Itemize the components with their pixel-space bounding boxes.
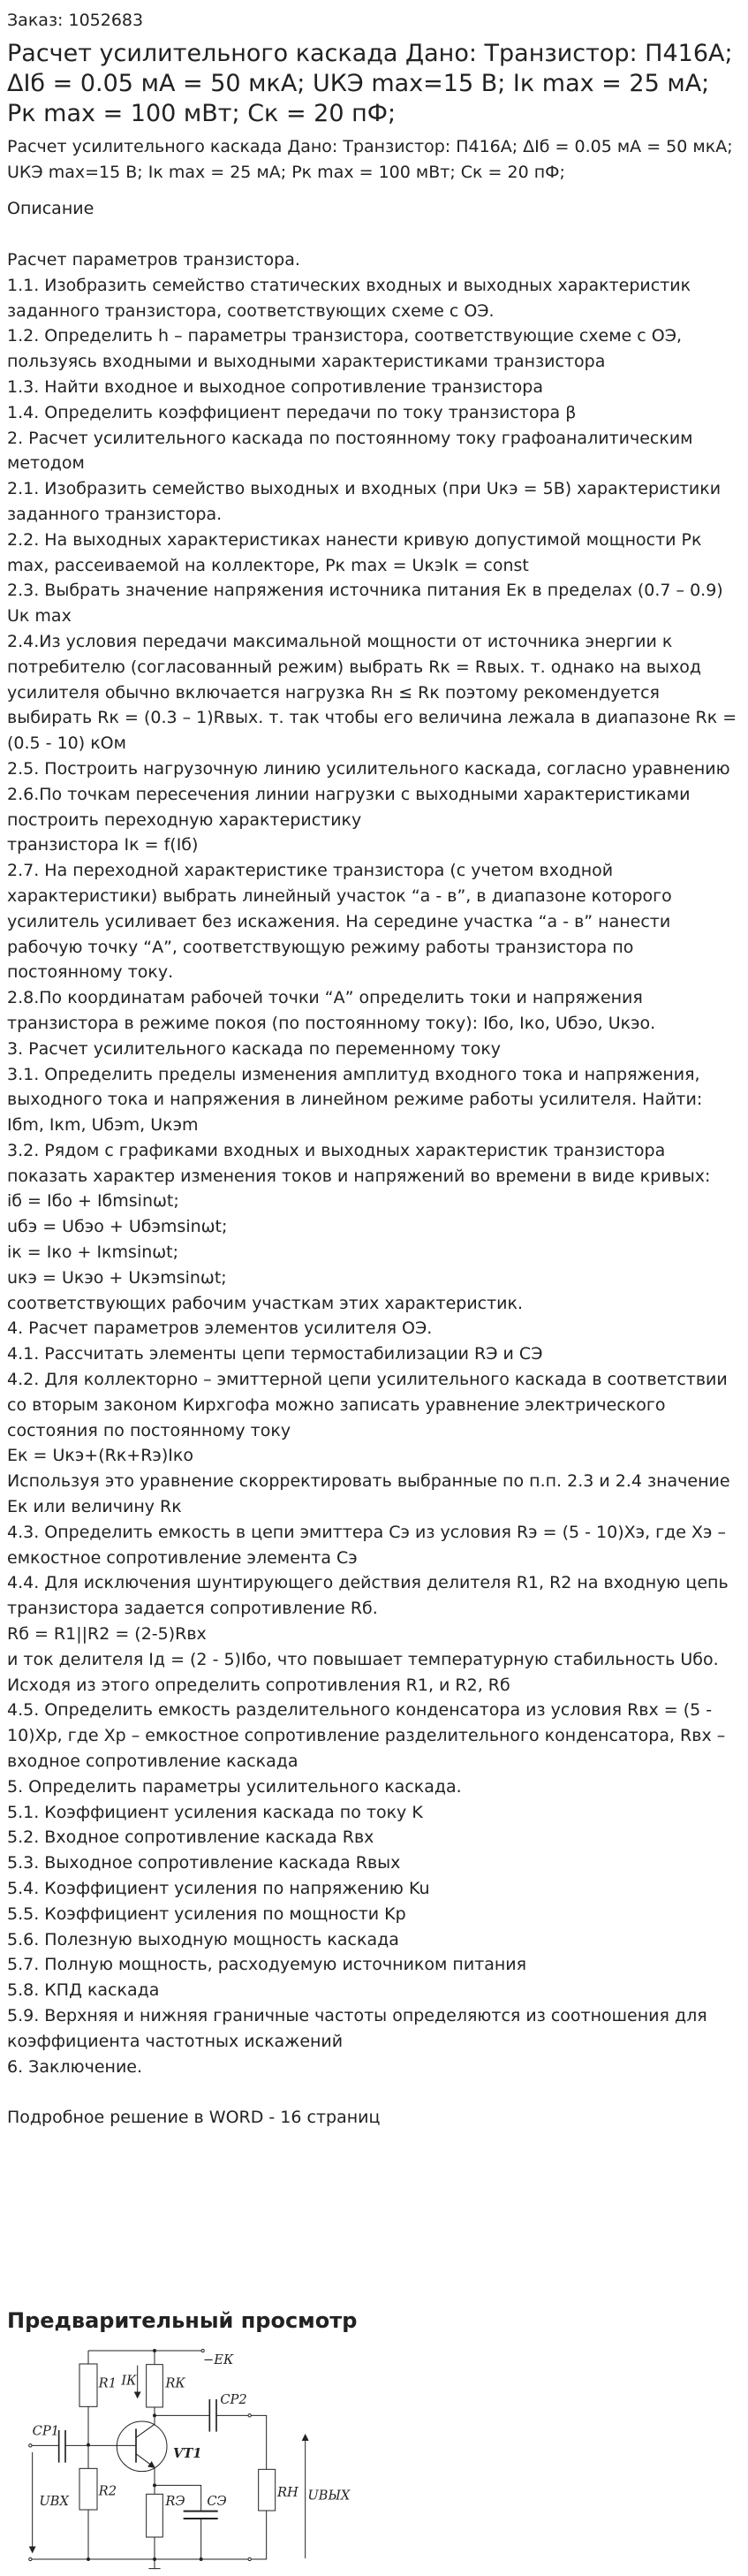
- description-line: 2.3. Выбрать значение напряжения источника питания Eк в пределах (0.7 – 0.9) Uк max: [7, 581, 723, 627]
- capacitor-ce: [184, 2511, 218, 2519]
- label-ek: −EК: [203, 2352, 234, 2367]
- label-rn: RН: [277, 2484, 298, 2500]
- circuit-diagram: [0, 2337, 371, 2576]
- label-ik: IК: [121, 2373, 137, 2389]
- description-line: 5.4. Коэффициент усиления по напряжению Ku: [7, 1879, 430, 1898]
- description-line: 2.6.По точкам пересечения линии нагрузки с выходными характеристиками построить переходную характеристику: [7, 784, 691, 830]
- page-subtitle: Расчет усилительного каскада Дано: Транзистор: П416А; ΔIб = 0.05 мА = 50 мкА; UКЭ max=15 В; Iк max = 25 мА; Pк max = 100 мВт; Cк = 20 пФ;: [7, 137, 733, 182]
- label-uvyx: UВЫХ: [307, 2488, 351, 2504]
- label-vt1: VT1: [173, 2445, 202, 2461]
- description-line: 5. Определить параметры усилительного каскада.: [7, 1776, 462, 1797]
- description-line: 1.1. Изобразить семейство статических входных и выходных характеристик заданного транзистора, соответствующих схеме с ОЭ.: [7, 275, 691, 321]
- capacitor-cp1: [59, 2430, 65, 2463]
- label-uvx: UВХ: [39, 2493, 69, 2509]
- description-line: 4.2. Для коллекторно – эмиттерной цепи усилительного каскада в соответствии со вторым законом Кирхгофа можно записать уравнение электрического состояния по постоянному току: [7, 1370, 728, 1440]
- description-line: 4. Расчет параметров элементов усилителя ОЭ.: [7, 1318, 433, 1339]
- description-line: uкэ = Uкэо + Uкэmsinωt;: [7, 1267, 227, 1288]
- description-line: uбэ = Uбэо + Uбэmsinωt;: [7, 1217, 228, 1237]
- description-line: Исходя из этого определить сопротивления R1, и R2, Rб: [7, 1675, 510, 1695]
- description-line: 5.9. Верхняя и нижняя граничные частоты определяются из соотношения для коэффициента частотных искажений: [7, 2005, 707, 2051]
- description-line: 5.3. Выходное сопротивление каскада Rвых: [7, 1853, 401, 1873]
- description-line: 5.5. Коэффициент усиления по мощности Kp: [7, 1904, 406, 1924]
- transistor-vt1: [117, 2421, 167, 2472]
- label-r1: R1: [98, 2375, 117, 2391]
- description-line: Подробное решение в WORD - 16 страниц: [7, 2108, 381, 2128]
- description-line: 2.5. Построить нагрузочную линию усилительного каскада, согласно уравнению: [7, 758, 730, 779]
- description-line: Расчет параметров транзистора.: [7, 250, 300, 270]
- resistor-rk: [147, 2365, 163, 2407]
- preview-heading: Предварительный просмотр: [7, 2307, 358, 2333]
- description-line: Eк = Uкэ+(Rк+Rэ)Iко: [7, 1446, 193, 1466]
- label-re: RЭ: [165, 2493, 185, 2509]
- resistor-r2: [79, 2468, 97, 2510]
- capacitor-cp2: [209, 2399, 216, 2432]
- description-line: 4.5. Определить емкость разделительного конденсатора из условия Rвх = (5 - 10)Xр, где Xр – емкостное сопротивление разделительного конденсатора, Rвх – входное сопротивление каскада: [7, 1700, 726, 1772]
- order-number: Заказ: 1052683: [7, 11, 144, 30]
- description-line: 5.6. Полезную выходную мощность каскада: [7, 1929, 399, 1949]
- description-line: 2.4.Из условия передачи максимальной мощности от источника энергии к потребителю (согласованный режим) выбрать Rк = Rвых. т. однако на выход усилителя обычно включается нагрузка Rн ≤ Rк поэтому рекомендуется выбирать Rк = (0.3 – 1)Rвых. т. так чтобы его величина лежала в диапазоне Rк = (0.5 - 10) кОм: [7, 631, 737, 754]
- description-line: 5.2. Входное сопротивление каскада Rвх: [7, 1828, 374, 1848]
- description-line: 1.4. Определить коэффициент передачи по току транзистора β: [7, 402, 577, 422]
- description-line: 3.2. Рядом с графиками входных и выходных характеристик транзистора показать характер изменения токов и напряжений во времени в виде кривых:: [7, 1140, 711, 1186]
- description-line: 4.1. Рассчитать элементы цепи термостабилизации RЭ и CЭ: [7, 1344, 543, 1364]
- description-line: Используя это уравнение скорректировать выбранные по п.п. 2.3 и 2.4 значение Eк или величину Rк: [7, 1471, 730, 1517]
- resistor-rn: [259, 2469, 276, 2511]
- label-r2: R2: [98, 2483, 117, 2499]
- description-line: 1.2. Определить h – параметры транзистора, соответствующие схеме с ОЭ, пользуясь входными и выходными характеристиками транзистора: [7, 326, 683, 372]
- resistor-r1: [79, 2364, 97, 2406]
- label-cp1: CP1: [32, 2423, 60, 2439]
- description-line: Rб = R1||R2 = (2-5)Rвх: [7, 1624, 207, 1645]
- description-line: 5.1. Коэффициент усиления каскада по току K: [7, 1802, 423, 1822]
- description-line: 2.1. Изобразить семейство выходных и входных (при Uкэ = 5В) характеристики заданного транзистора.: [7, 479, 722, 524]
- description-line: 3. Расчет усилительного каскада по переменному току: [7, 1038, 502, 1059]
- description-line: транзистора Iк = f(Iб): [7, 835, 199, 855]
- description-line: 4.3. Определить емкость в цепи эмиттера Cэ из условия Rэ = (5 - 10)Xэ, где Xэ – емкостное сопротивление элемента Cэ: [7, 1522, 726, 1568]
- description-line: 2.8.По координатам рабочей точки “А” определить токи и напряжения транзистора в режиме покоя (по постоянному току): Iбо, Iко, Uбэо, Uкэо.: [7, 988, 656, 1033]
- section-label-description: Описание: [7, 199, 94, 218]
- description-line: 1.3. Найти входное и выходное сопротивление транзистора: [7, 376, 543, 397]
- resistor-re: [147, 2494, 163, 2537]
- description-body: [7, 247, 741, 2131]
- description-line: 3.1. Определить пределы изменения амплитуд входного тока и напряжения, выходного тока и напряжения в линейном режиме работы усилителя. Найти: Iбm, Iкm, Uбэm, Uкэm: [7, 1064, 703, 1136]
- description-line: 5.7. Полную мощность, расходуемую источником питания: [7, 1955, 527, 1975]
- page-title: Расчет усилительного каскада Дано: Транзистор: П416А; ΔIб = 0.05 мА = 50 мкА; UКЭ max=15 В; Iк max = 25 мА; Pк max = 100 мВт; Cк = 20 пФ;: [7, 40, 733, 127]
- description-line: соответствующих рабочим участкам этих характеристик.: [7, 1293, 524, 1313]
- description-line: 4.4. Для исключения шунтирующего действия делителя R1, R2 на входную цепь транзистора задается сопротивление Rб.: [7, 1573, 729, 1619]
- description-line: 2.2. На выходных характеристиках нанести кривую допустимой мощности Pк max, рассеиваемой на коллекторе, Pк max = UкэIк = const: [7, 529, 702, 575]
- description-line: и ток делителя Iд = (2 - 5)Iбо, что повышает температурную стабильность Uбо.: [7, 1649, 719, 1669]
- description-line: 2.7. На переходной характеристике транзистора (с учетом входной характеристики) выбрать линейный участок “а - в”, в диапазоне которого усилитель усиливает без искажения. На середине участка “а - в” нанести рабочую точку “А”, соответствующую режиму работы транзистора по постоянному току.: [7, 861, 672, 983]
- label-ce: CЭ: [207, 2493, 227, 2509]
- description-line: 2. Расчет усилительного каскада по постоянному току графоаналитическим методом: [7, 428, 693, 474]
- description-line: [7, 2079, 741, 2105]
- description-line: 6. Заключение.: [7, 2056, 143, 2077]
- description-line: iк = Iко + Iкmsinωt;: [7, 1242, 179, 1263]
- label-rk: RК: [165, 2375, 185, 2391]
- label-cp2: CP2: [220, 2391, 247, 2407]
- description-line: iб = Iбо + Iбmsinωt;: [7, 1191, 179, 1212]
- description-line: 5.8. КПД каскада: [7, 1980, 160, 2001]
